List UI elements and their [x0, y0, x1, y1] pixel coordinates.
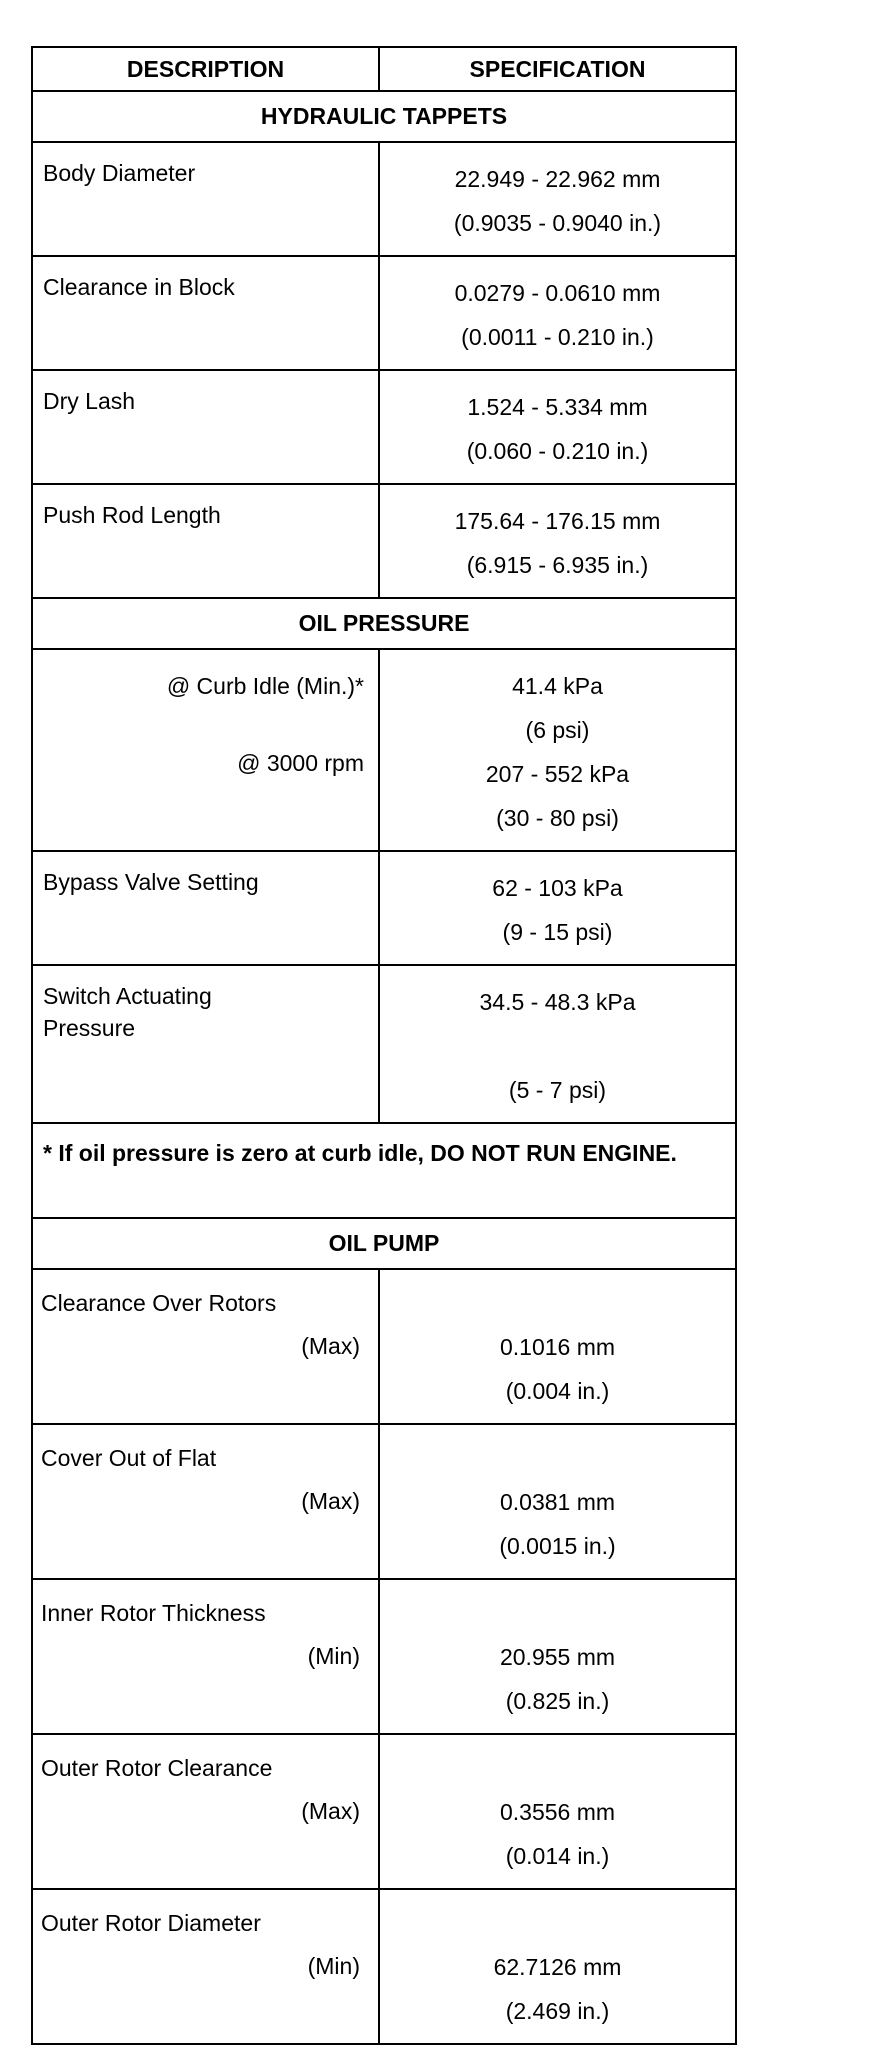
pump-item-qualifier: (Max) — [301, 1488, 360, 1514]
row-value — [379, 1734, 736, 1889]
row-value — [379, 1269, 736, 1424]
value-metric: 1.524 - 5.334 mm — [467, 394, 648, 420]
header-description: DESCRIPTION — [32, 47, 379, 91]
row-description: Body Diameter — [32, 142, 379, 256]
section-oil-pump: OIL PUMP — [32, 1218, 736, 1269]
pump-item-label: Outer Rotor Diameter — [41, 1910, 261, 1936]
pump-item-qualifier: (Max) — [301, 1798, 360, 1824]
row-description — [32, 1734, 379, 1889]
row-description: Push Rod Length — [32, 484, 379, 598]
section-row — [32, 1218, 736, 1269]
value-metric: 0.0381 mm — [499, 1489, 616, 1515]
value-imperial: (0.0011 - 0.210 in.) — [461, 324, 654, 350]
curb-idle-label: @ Curb Idle (Min.)* — [166, 673, 364, 699]
value-imperial: (0.9035 - 0.9040 in.) — [453, 210, 662, 236]
table-row — [32, 142, 736, 256]
row-value — [379, 851, 736, 965]
section-oil-pressure: OIL PRESSURE — [32, 598, 736, 649]
value-imperial: (2.469 in.) — [505, 1998, 610, 2024]
row-value — [379, 965, 736, 1123]
row-value — [379, 484, 736, 598]
pump-item-label: Outer Rotor Clearance — [41, 1755, 273, 1781]
section-row — [32, 598, 736, 649]
value-metric: 22.949 - 22.962 mm — [454, 166, 661, 192]
switch-label-line-2: Pressure — [43, 1015, 136, 1041]
row-value — [379, 142, 736, 256]
value-imperial: (9 - 15 psi) — [502, 919, 613, 945]
oil-pressure-note: * If oil pressure is zero at curb idle, DO NOT RUN ENGINE. — [32, 1123, 736, 1218]
value-imperial: (6.915 - 6.935 in.) — [466, 552, 649, 578]
value-imperial: (0.0015 in.) — [499, 1533, 616, 1559]
table-row — [32, 1269, 736, 1424]
switch-label-line-1: Switch Actuating — [43, 983, 212, 1009]
spec-table — [31, 46, 737, 2045]
row-description — [32, 1579, 379, 1734]
pump-item-qualifier: (Min) — [307, 1643, 360, 1669]
rpm-label: @ 3000 rpm — [237, 750, 364, 776]
table-row — [32, 1734, 736, 1889]
row-description — [32, 649, 379, 851]
pump-item-label: Inner Rotor Thickness — [41, 1600, 266, 1626]
table-row — [32, 1579, 736, 1734]
value-metric: 20.955 mm — [499, 1644, 616, 1670]
section-hydraulic-tappets: HYDRAULIC TAPPETS — [32, 91, 736, 142]
pump-item-qualifier: (Min) — [307, 1953, 360, 1979]
table-row — [32, 1889, 736, 2044]
row-description — [32, 1424, 379, 1579]
row-value — [379, 256, 736, 370]
table-row — [32, 484, 736, 598]
row-description: Dry Lash — [32, 370, 379, 484]
value-imperial: (0.014 in.) — [505, 1843, 610, 1869]
header-row — [32, 47, 736, 91]
spacer — [43, 708, 364, 741]
pump-item-qualifier: (Max) — [301, 1333, 360, 1359]
row-value — [379, 1889, 736, 2044]
table-row — [32, 649, 736, 851]
value-metric: 0.0279 - 0.0610 mm — [454, 280, 661, 306]
row-value — [379, 370, 736, 484]
row-description — [32, 965, 379, 1123]
value-metric: 62.7126 mm — [493, 1954, 622, 1980]
value-metric: 62 - 103 kPa — [492, 875, 623, 901]
value-metric: 175.64 - 176.15 mm — [454, 508, 661, 534]
value-metric: 0.1016 mm — [499, 1334, 616, 1360]
table-row — [32, 851, 736, 965]
table-row — [32, 1424, 736, 1579]
spacer — [380, 1024, 735, 1068]
pump-item-label: Cover Out of Flat — [41, 1445, 217, 1471]
table-row — [32, 256, 736, 370]
pump-item-label: Clearance Over Rotors — [41, 1290, 277, 1316]
value-metric: 34.5 - 48.3 kPa — [479, 989, 636, 1015]
row-description — [32, 1269, 379, 1424]
value-imperial: (0.060 - 0.210 in.) — [466, 438, 649, 464]
section-row — [32, 91, 736, 142]
header-specification: SPECIFICATION — [379, 47, 736, 91]
table-row — [32, 370, 736, 484]
table-row — [32, 965, 736, 1123]
row-value — [379, 649, 736, 851]
curb-idle-metric: 41.4 kPa — [512, 673, 603, 699]
row-description: Bypass Valve Setting — [32, 851, 379, 965]
value-metric: 0.3556 mm — [499, 1799, 616, 1825]
row-description — [32, 1889, 379, 2044]
value-imperial: (0.004 in.) — [505, 1378, 610, 1404]
value-imperial: (5 - 7 psi) — [508, 1077, 607, 1103]
curb-idle-imperial: (6 psi) — [525, 717, 590, 743]
rpm-metric: 207 - 552 kPa — [485, 761, 630, 787]
note-row — [32, 1123, 736, 1218]
value-imperial: (0.825 in.) — [505, 1688, 610, 1714]
rpm-imperial: (30 - 80 psi) — [496, 805, 619, 831]
row-value — [379, 1424, 736, 1579]
row-value — [379, 1579, 736, 1734]
row-description: Clearance in Block — [32, 256, 379, 370]
